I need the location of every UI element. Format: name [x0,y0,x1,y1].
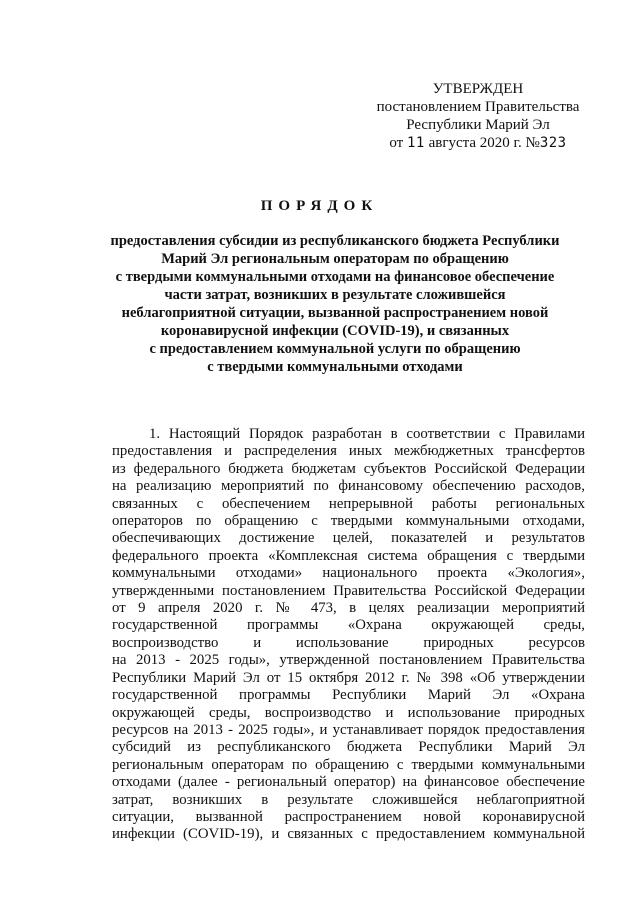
body-line: государственной программы «Охрана окружающей среды, [112,617,585,634]
approval-line-republic: Республики Марий Эл [406,117,550,133]
subtitle-line: коронавирусной инфекции (COVID-19), и связанных [160,323,510,339]
body-line: государственной программы Республики Марий Эл «Охрана [112,687,585,704]
resolution-number: 323 [539,135,567,151]
body-line: связанных с обеспечением непрерывной работы региональных [112,495,585,512]
body-line: ресурсов на 2013 - 2025 годы», и устанавливает порядок предоставления [112,721,585,738]
document-title: ПОРЯДОК [260,198,379,214]
subtitle-line: части затрат, возникших в результате сложившейся [164,287,506,303]
body-line: коммунальными отходами» национального проекта «Экология», [112,565,585,582]
body-line: обеспечивающих достижение целей, показателей и результатов [112,530,585,547]
body-line: ситуации, вызванной распространением новой коронавирусной [112,808,585,825]
subtitle-line: с предоставлением коммунальной услуги по обращению [149,341,521,357]
body-line: операторов по обращению с твердыми коммунальными отходами, [112,513,585,530]
date-month-year: августа 2020 г. № [428,135,540,151]
approval-date-line [348,134,608,152]
body-line: на реализацию мероприятий по финансовому обеспечению расходов, [112,478,585,495]
date-day: 11 [406,135,425,151]
body-paragraph [112,426,585,844]
subtitle-line: неблагоприятной ситуации, вызванной распространением новой [121,305,549,321]
body-line: Республики Марий Эл от 15 октября 2012 г. № 398 «Об утверждении [112,669,585,686]
approval-stamp [348,80,608,152]
body-line: на 2013 - 2025 годы», утвержденной постановлением Правительства [112,652,585,669]
body-line: предоставления и распределения иных межбюджетных трансфертов [112,443,585,460]
date-prefix: от [389,135,404,151]
body-line: субсидий из республиканского бюджета Республики Марий Эл [112,739,585,756]
body-line: от 9 апреля 2020 г. № 473, в целях реализации мероприятий [112,600,585,617]
body-line: 1. Настоящий Порядок разработан в соответствии с Правилами [149,426,585,442]
body-line: отходами (далее - региональный оператор) на финансовое обеспечение [112,774,585,791]
subtitle-line: с твердыми коммунальными отходами [207,359,463,375]
body-line: утвержденными постановлением Правительства Российской Федерации [112,582,585,599]
approval-line-resolution: постановлением Правительства [376,99,580,115]
body-line: региональным операторам по обращению с твердыми коммунальными [112,756,585,773]
body-line: федерального проекта «Комплексная система обращения с твердыми [112,547,585,564]
body-line: окружающей среды, воспроизводство и использование природных [112,704,585,721]
body-line: воспроизводство и использование природных ресурсов [112,634,585,651]
approval-heading: УТВЕРЖДЕН [432,81,524,97]
body-line: затрат, возникших в результате сложившейся неблагоприятной [112,791,585,808]
subtitle-line: предоставления субсидии из республиканского бюджета Республики [110,233,560,249]
document-subtitle [100,232,570,376]
subtitle-line: с твердыми коммунальными отходами на финансовое обеспечение [115,269,555,285]
body-line: из федерального бюджета бюджетам субъектов Российской Федерации [112,460,585,477]
subtitle-line: Марий Эл региональным операторам по обращению [161,251,509,267]
body-line: инфекции (COVID-19), и связанных с предоставлением коммунальной [112,826,585,843]
